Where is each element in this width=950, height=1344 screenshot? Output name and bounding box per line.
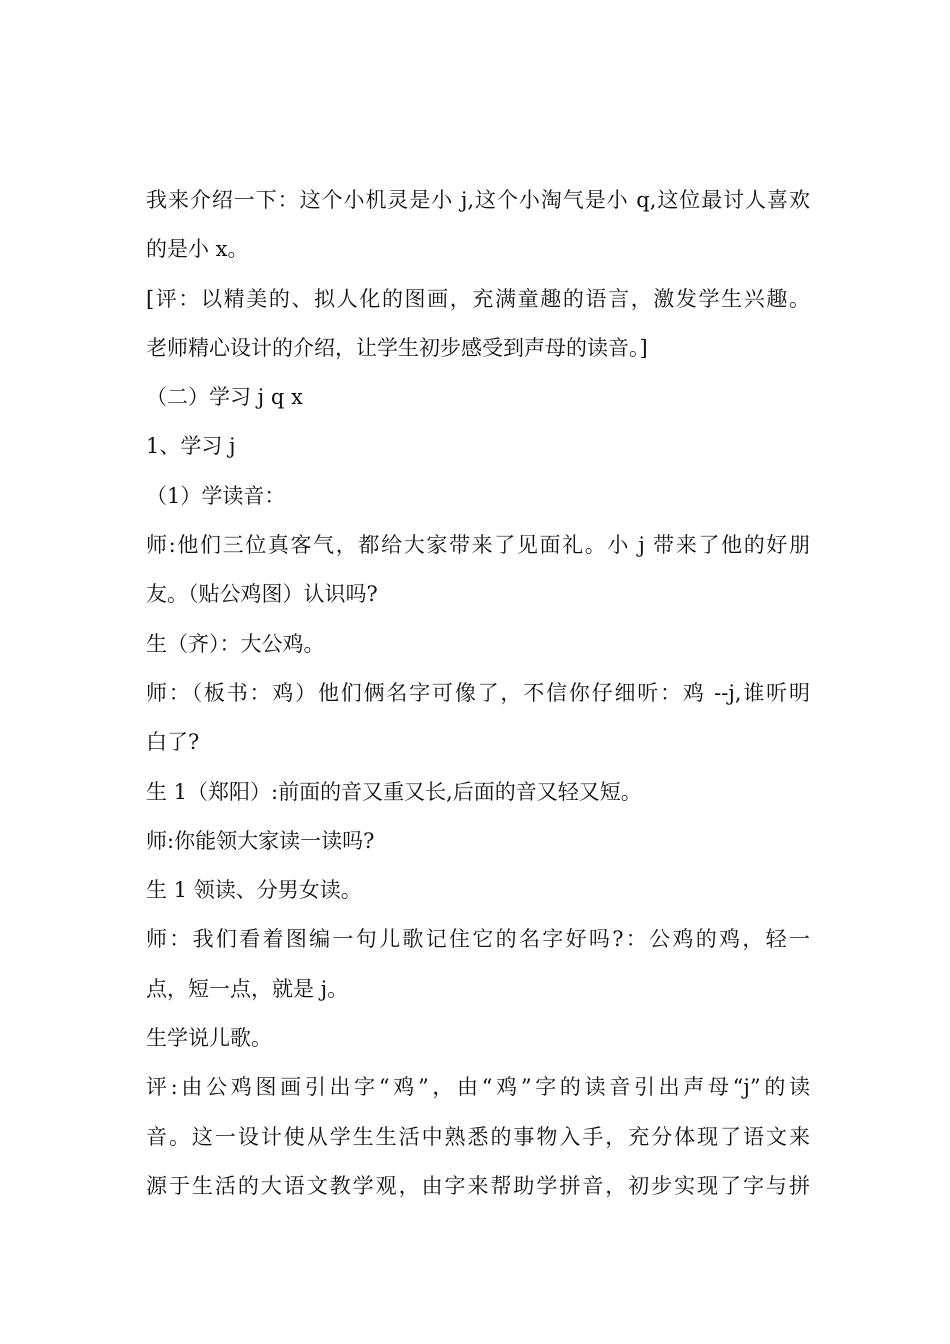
text-line: 生 1 领读、分男女读。 [146, 878, 362, 903]
text-line: 评:由公鸡图画引出字“鸡”，由“鸡”字的读音引出声母“j”的读 [146, 1075, 810, 1100]
section-heading: （二）学习 j q x [146, 385, 303, 410]
text-line: 友。（贴公鸡图）认识吗? [146, 582, 378, 607]
text-line: 音。这一设计使从学生生活中熟悉的事物入手，充分体现了语文来 [146, 1124, 810, 1149]
text-line: 师:他们三位真客气，都给大家带来了见面礼。小 j 带来了他的好朋 [146, 533, 810, 558]
text-line: 白了? [146, 730, 200, 755]
text-line: 师：我们看着图编一句儿歌记住它的名字好吗?：公鸡的鸡，轻一 [146, 927, 810, 952]
text-line: [评：以精美的、拟人化的图画，充满童趣的语言，激发学生兴趣。 [146, 286, 810, 311]
subsection-heading: （1）学读音： [146, 483, 286, 508]
text-line: 生学说儿歌。 [146, 1026, 272, 1051]
text-line: 老师精心设计的介绍，让学生初步感受到声母的读音。] [146, 335, 648, 360]
text-line: 师:你能领大家读一读吗? [146, 828, 375, 853]
text-line: 师：（板书：鸡）他们俩名字可像了，不信你仔细听：鸡 --j,谁听明 [146, 680, 810, 705]
text-line: 点，短一点，就是 j。 [146, 976, 349, 1001]
text-line: 的是小 x。 [146, 237, 249, 262]
subsection-heading: 1、学习 j [146, 434, 236, 459]
text-line: 生 1（郑阳）:前面的音又重又长,后面的音又轻又短。 [146, 779, 642, 804]
text-line: 我来介绍一下：这个小机灵是小 j,这个小淘气是小 q,这位最讨人喜欢 [146, 188, 810, 212]
document-body [146, 176, 810, 1211]
text-line: 生（齐）：大公鸡。 [146, 631, 325, 656]
text-line: 源于生活的大语文教学观，由字来帮助学拼音，初步实现了字与拼 [146, 1173, 810, 1198]
